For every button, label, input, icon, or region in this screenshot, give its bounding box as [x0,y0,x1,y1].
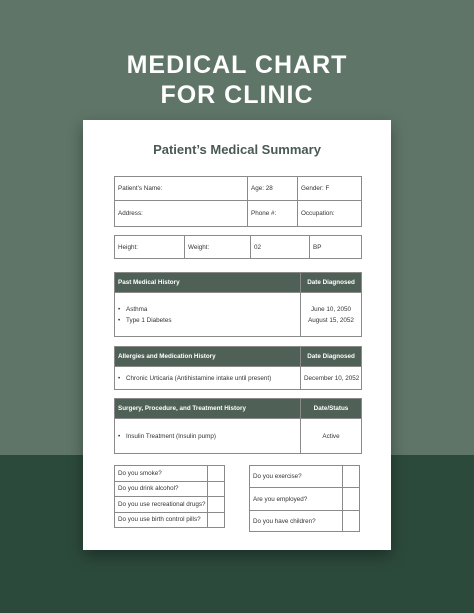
answer-checkbox[interactable] [343,488,360,511]
list-item: • Insulin Treatment (Insulin pump) [118,433,297,440]
past-history-header: Past Medical History [115,273,301,293]
bp-field[interactable]: BP [310,236,362,259]
answer-checkbox[interactable] [343,466,360,488]
date-diagnosed-header: Date Diagnosed [301,273,362,293]
lifestyle-questions-left [114,465,225,528]
vitals-table [114,235,362,259]
table-row [115,236,362,259]
answer-checkbox[interactable] [208,512,225,528]
answer-checkbox[interactable] [208,481,225,497]
past-medical-history-table [114,272,362,337]
table-row [115,201,362,227]
table-row [115,466,225,482]
patient-info-table [114,176,362,227]
allergies-table [114,346,362,390]
answer-checkbox[interactable] [343,511,360,532]
hero-title-line1: MEDICAL CHART [126,51,348,79]
diagnosis-date: August 15, 2052 [308,316,354,324]
table-row [115,367,362,390]
date-status-header: Date/Status [301,399,362,419]
height-field[interactable]: Height: [115,236,185,259]
gender-field[interactable]: Gender: F [298,177,362,201]
hero-title [0,50,474,110]
date-diagnosed-header: Date Diagnosed [301,347,362,367]
table-row [115,497,225,513]
table-row [115,177,362,201]
answer-checkbox[interactable] [208,497,225,513]
table-row [250,511,360,532]
table-row [115,293,362,337]
surgery-table [114,398,362,454]
table-row [250,466,360,488]
table-row [115,512,225,528]
list-item: • Chronic Urticaria (Antihistamine intake until present) [118,375,297,382]
question-label: Are you employed? [250,488,343,511]
occupation-field[interactable]: Occupation: [298,201,362,227]
list-item: • Asthma [118,306,297,313]
allergies-header: Allergies and Medication History [115,347,301,367]
surgery-header: Surgery, Procedure, and Treatment History [115,399,301,419]
age-field[interactable]: Age: 28 [248,177,298,201]
question-label: Do you use recreational drugs? [115,497,208,513]
list-item: • Type 1 Diabetes [118,317,297,324]
hero-title-line2: FOR CLINIC [160,81,314,109]
phone-field[interactable]: Phone #: [248,201,298,227]
past-history-list [118,306,297,324]
weight-field[interactable]: Weight: [185,236,251,259]
answer-checkbox[interactable] [208,466,225,482]
table-row [115,419,362,454]
question-label: Do you drink alcohol? [115,481,208,497]
question-label: Do you have children? [250,511,343,532]
document-title: Patient’s Medical Summary [153,142,321,157]
address-field[interactable]: Address: [115,201,248,227]
question-label: Do you exercise? [250,466,343,488]
table-header-row [115,347,362,367]
diagnosis-date: June 10, 2050 [311,305,351,313]
table-header-row [115,399,362,419]
patient-name-field[interactable]: Patient’s Name: [115,177,248,201]
status-value: Active [301,419,362,454]
diagnosis-date: December 10, 2052 [301,367,362,390]
table-row [250,488,360,511]
table-row [115,481,225,497]
table-header-row [115,273,362,293]
question-label: Do you smoke? [115,466,208,482]
lifestyle-questions-right [249,465,360,532]
o2-field[interactable]: 02 [251,236,310,259]
document-page [83,120,391,550]
question-label: Do you use birth control pills? [115,512,208,528]
